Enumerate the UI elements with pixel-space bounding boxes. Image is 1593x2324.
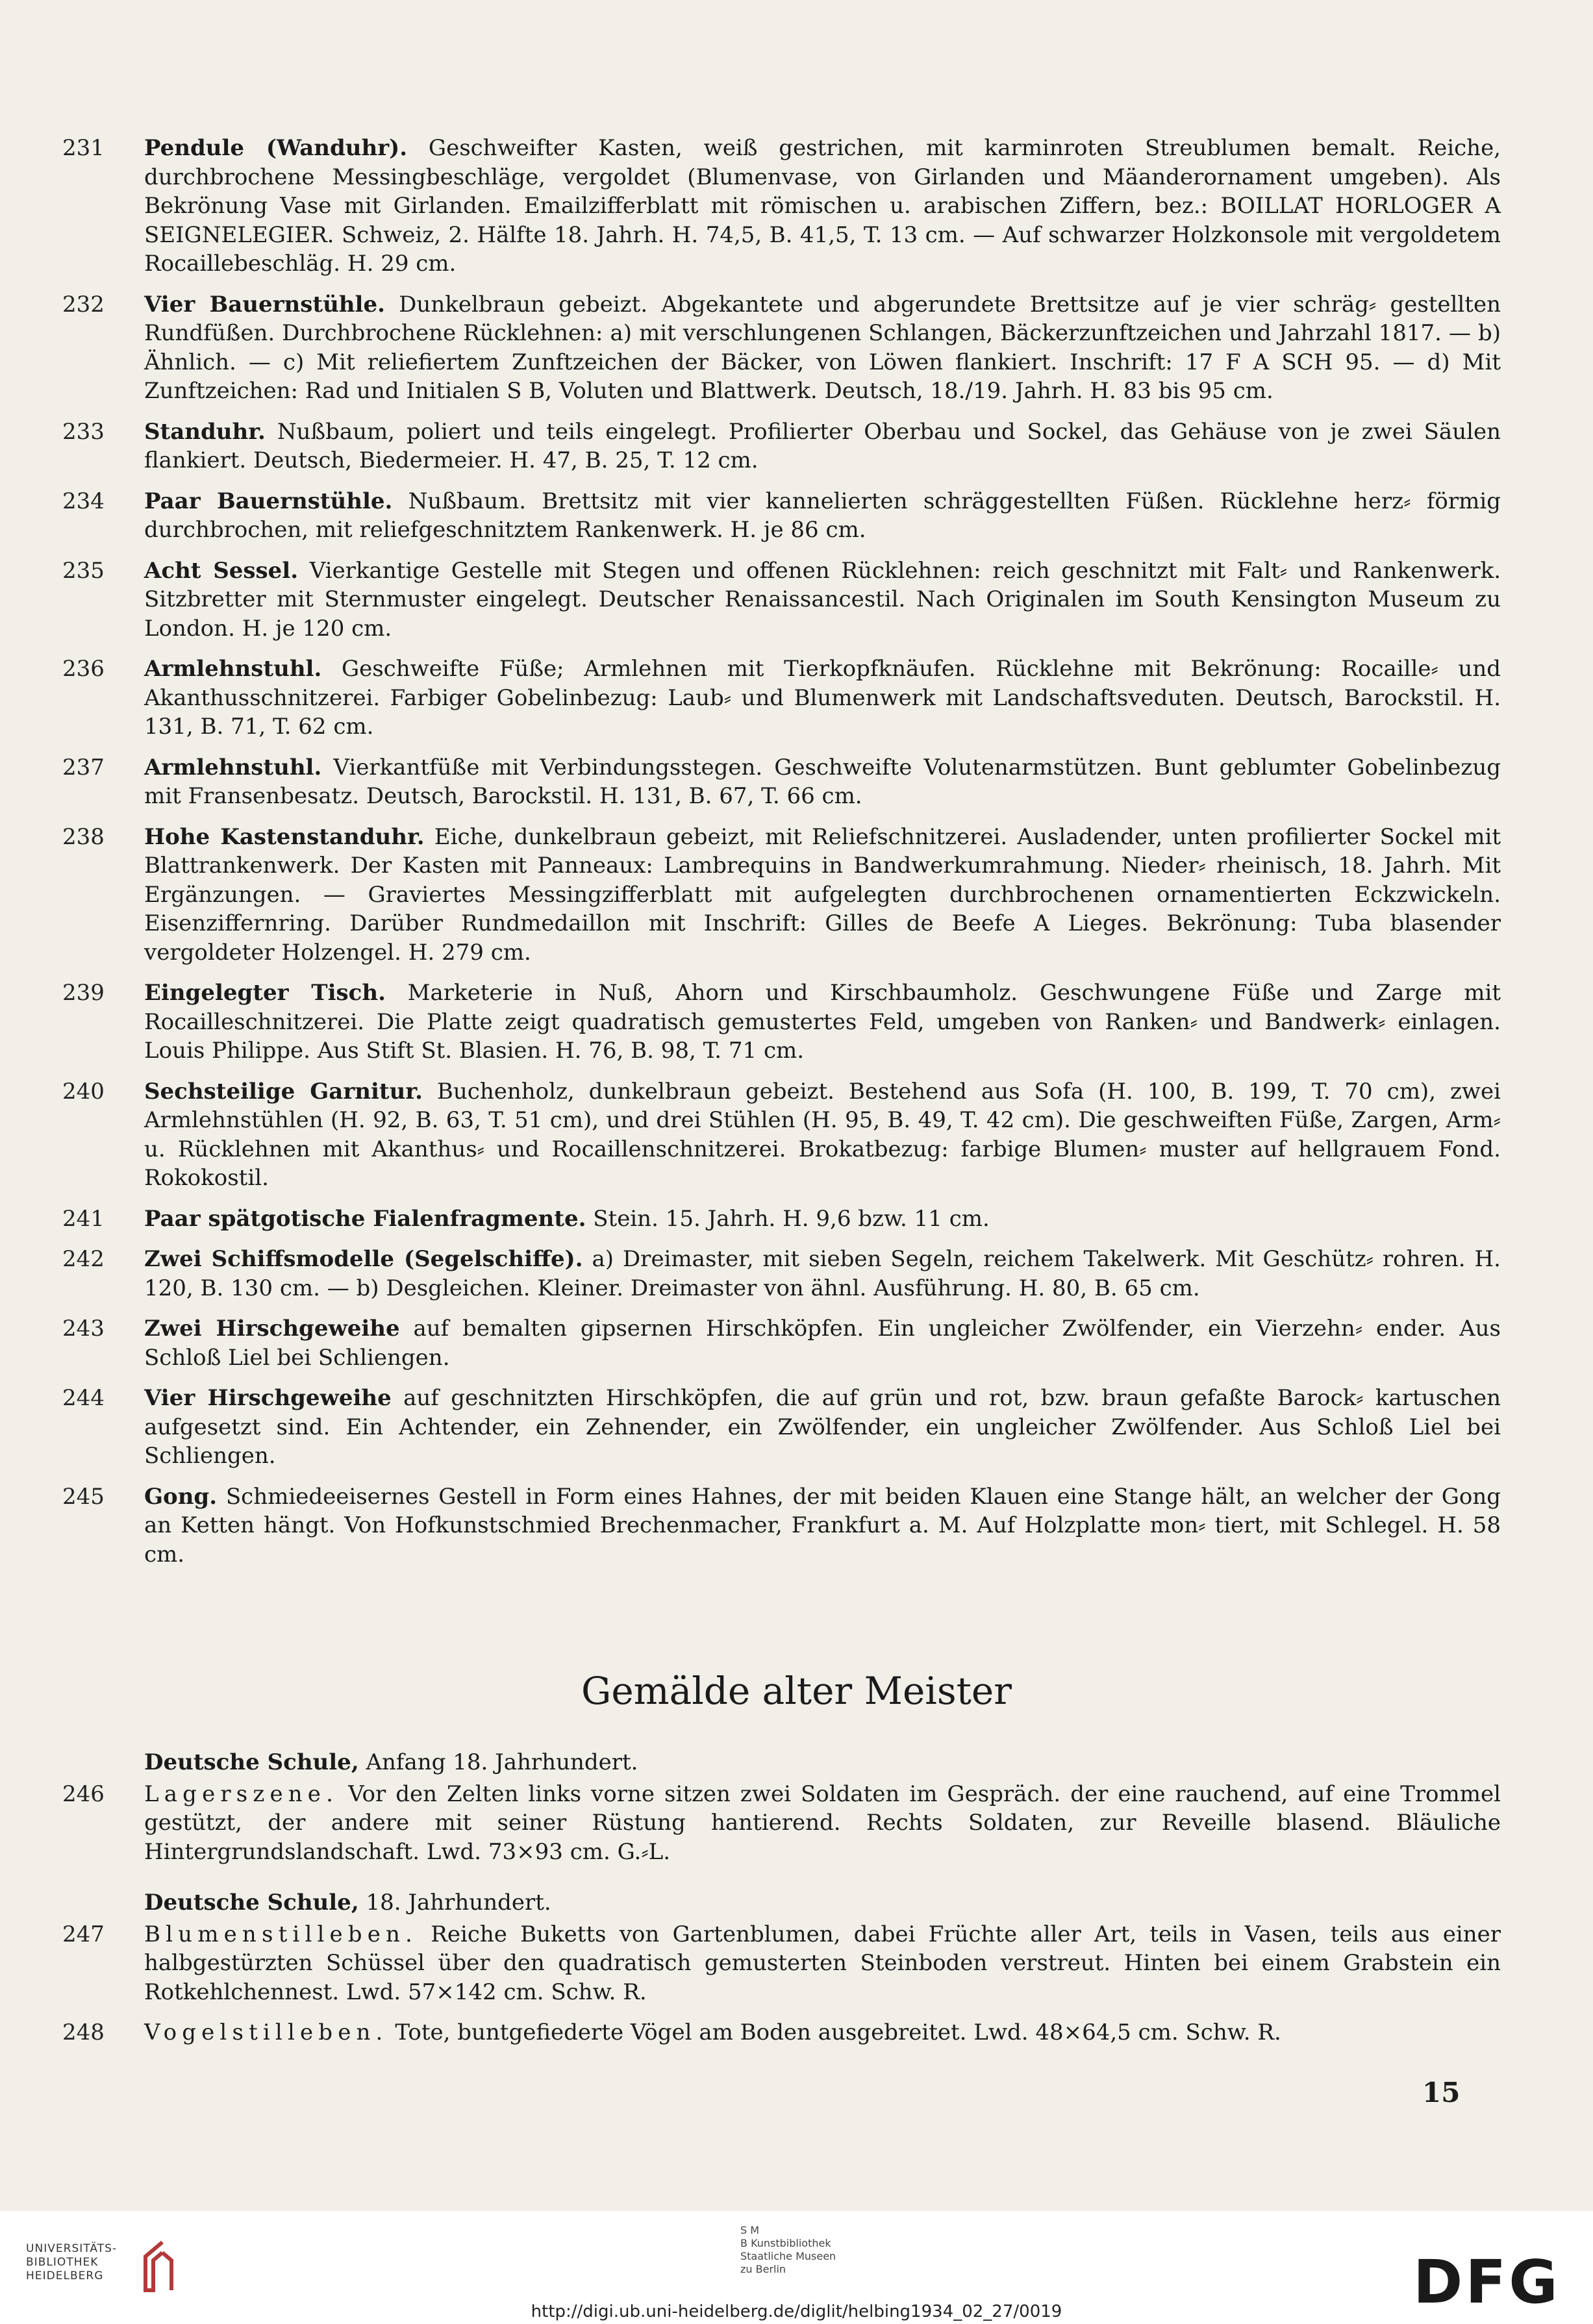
library-logo-icon (136, 2237, 188, 2295)
entry-number: 233 (62, 418, 105, 445)
entry-number: 243 (62, 1316, 105, 1342)
entry-title: Vier Hirschgeweihe (144, 1385, 392, 1411)
library-name (26, 2242, 117, 2283)
entry-description: Eiche, dunkelbraun gebeizt, mit Reliefschnitzerei. Ausladender, unten profilierter Sockel mit Blattrankenwerk. Der Kasten mit Panneaux: Lambrequins in Bandwerkumrahmung. Nieder⸗ rheinisch, 18. Jahrh. Mit Ergänzungen. — Graviertes Messingzifferblatt mit aufgelegten durchbrochenen ornamentierten Eckzwickeln. Eisenziffernring. Darüber Rundmedaillon mit Inschrift: Gilles de Beefe A Lieges. Bekrönung: Tuba blasender vergoldeter Holzengel. H. 279 cm. (144, 823, 1501, 966)
entry-title: Armlehnstuhl. (144, 754, 322, 781)
entry-title: Lagerszene. (144, 1780, 339, 1807)
catalog-entry (62, 1384, 1501, 1471)
library-name-line: HEIDELBERG (26, 2269, 104, 2282)
catalog-entry (62, 823, 1501, 968)
entry-number: 238 (62, 823, 105, 850)
entry-text (144, 2018, 1501, 2047)
catalog-entry (62, 556, 1501, 643)
catalog-entry (62, 1077, 1501, 1193)
entry-number: 236 (62, 656, 105, 682)
catalog-entry (62, 1314, 1501, 1372)
entry-description: Schmiedeeisernes Gestell in Form eines Hahnes, der mit beiden Klauen eine Stange hält, an welcher der Gong an Ketten hängt. Von Hofkunstschmied Brechenmacher, Frankfurt a. M. Auf Holzplatte mon⸗ tiert, mit Schlegel. H. 58 cm. (144, 1483, 1501, 1568)
entry-number: 241 (62, 1205, 105, 1232)
entry-text (144, 1920, 1501, 2007)
museum-credit-line: zu Berlin (740, 2263, 786, 2275)
section-heading: Gemälde alter Meister (581, 1669, 1012, 1713)
entry-number: 245 (62, 1483, 105, 1510)
museum-credit-line: Staatliche Museen (740, 2250, 836, 2262)
entry-title: Paar spätgotische Fialenfragmente. (144, 1205, 586, 1232)
entry-text (144, 823, 1501, 968)
entry-text (144, 556, 1501, 643)
entry-text (144, 655, 1501, 742)
entry-text (144, 979, 1501, 1066)
entry-description: Buchenholz, dunkelbraun gebeizt. Bestehend aus Sofa (H. 100, B. 199, T. 70 cm), zwei Armlehnstühlen (H. 92, B. 63, T. 51 cm), und drei Stühlen (H. 95, B. 49, T. 42 cm). Die geschweiften Füße, Zargen, Arm⸗ u. Rücklehnen mit Akanthus⸗ und Rocaillenschnitzerei. Brokatbezug: farbige Blumen⸗ muster auf hellgrauem Fond. Rokokostil. (144, 1078, 1501, 1191)
school-period: Anfang 18. Jahrhundert. (366, 1749, 638, 1775)
museum-credit (740, 2224, 836, 2276)
entry-title: Acht Sessel. (144, 557, 299, 584)
entry-text (144, 290, 1501, 406)
painting-entry (62, 1780, 1501, 1867)
paintings-list (62, 1748, 1501, 2059)
dfg-logo: DFG (1413, 2247, 1561, 2317)
painting-entry (62, 1920, 1501, 2007)
painting-entry (62, 2018, 1501, 2047)
entry-number: 231 (62, 135, 105, 161)
entry-description: Vierkantige Gestelle mit Stegen und offenen Rücklehnen: reich geschnitzt mit Falt⸗ und Rankenwerk. Sitzbretter mit Sternmuster eingelegt. Deutscher Renaissancestil. Nach Originalen im South Kensington Museum zu London. H. je 120 cm. (144, 557, 1501, 642)
entry-description: auf geschnitzten Hirschköpfen, die auf grün und rot, bzw. braun gefaßte Barock⸗ kartuschen aufgesetzt sind. Ein Achtender, ein Zehnender, ein Zwölfender, ein ungleicher Zwölfender. Aus Schloß Liel bei Schliengen. (144, 1385, 1501, 1469)
museum-credit-line: B Kunstbibliothek (740, 2237, 831, 2249)
entry-number: 244 (62, 1385, 105, 1411)
page-number: 15 (1422, 2077, 1461, 2108)
catalog-entry (62, 487, 1501, 545)
school-heading (144, 1748, 1501, 1777)
library-name-line: UNIVERSITÄTS- (26, 2242, 118, 2255)
museum-credit-line: S M (740, 2224, 760, 2236)
entry-title: Blumenstilleben. (144, 1921, 418, 1947)
entry-description: Stein. 15. Jahrh. H. 9,6 bzw. 11 cm. (593, 1205, 990, 1232)
entry-text (144, 418, 1501, 475)
school-name: Deutsche Schule, (144, 1890, 359, 1916)
entry-title: Gong. (144, 1483, 218, 1510)
entry-number: 232 (62, 291, 105, 318)
entry-title: Eingelegter Tisch. (144, 980, 386, 1006)
catalog-entry (62, 753, 1501, 811)
entry-text (144, 1077, 1501, 1193)
entry-number: 240 (62, 1078, 105, 1105)
entry-text (144, 1205, 1501, 1234)
catalog-entry (62, 290, 1501, 406)
entry-title: Sechsteilige Garnitur. (144, 1078, 423, 1105)
school-period: 18. Jahrhundert. (366, 1890, 551, 1916)
catalog-list (62, 134, 1501, 1581)
entry-number: 242 (62, 1246, 105, 1272)
catalog-entry (62, 1482, 1501, 1569)
catalog-entry (62, 1245, 1501, 1303)
entry-title: Pendule (Wanduhr). (144, 135, 408, 161)
catalog-entry (62, 979, 1501, 1066)
entry-description: Vierkantfüße mit Verbindungsstegen. Geschweifte Volutenarmstützen. Bunt geblumter Gobelinbezug mit Fransenbesatz. Deutsch, Barockstil. H. 131, B. 67, T. 66 cm. (144, 754, 1501, 809)
entry-description: Nußbaum. Brettsitz mit vier kannelierten schräggestellten Füßen. Rücklehne herz⸗ förmig durchbrochen, mit reliefgeschnitztem Rankenwerk. H. je 86 cm. (144, 488, 1501, 543)
entry-title: Vier Bauernstühle. (144, 291, 385, 318)
entry-description: Dunkelbraun gebeizt. Abgekantete und abgerundete Brettsitze auf je vier schräg⸗ gestellten Rundfüßen. Durchbrochene Rücklehnen: a) mit verschlungenen Schlangen, Bäckerzunftzeichen und Jahrzahl 1817. — b) Ähnlich. — c) Mit reliefiertem Zunftzeichen der Bäcker, von Löwen flankiert. Inschrift: 17 F A SCH 95. — d) Mit Zunftzeichen: Rad und Initialen S B, Voluten und Blattwerk. Deutsch, 18./19. Jahrh. H. 83 bis 95 cm. (144, 291, 1501, 404)
entry-description: Geschweifter Kasten, weiß gestrichen, mit karminroten Streublumen bemalt. Reiche, durchbrochene Messingbeschläge, vergoldet (Blumenvase, von Girlanden und Mäanderornament umgeben). Als Bekrönung Vase mit Girlanden. Emailzifferblatt mit römischen u. arabischen Ziffern, bez.: BOILLAT HORLOGER A SEIGNELEGIER. Schweiz, 2. Hälfte 18. Jahrh. H. 74,5, B. 41,5, T. 13 cm. — Auf schwarzer Holzkonsole mit vergoldetem Rocaillebeschläg. H. 29 cm. (144, 135, 1501, 277)
entry-number: 247 (62, 1921, 105, 1947)
entry-description: Nußbaum, poliert und teils eingelegt. Profilierter Oberbau und Sockel, das Gehäuse von je zwei Säulen flankiert. Deutsch, Biedermeier. H. 47, B. 25, T. 12 cm. (144, 418, 1501, 473)
catalog-entry (62, 1205, 1501, 1234)
entry-description: Tote, buntgefiederte Vögel am Boden ausgebreitet. Lwd. 48×64,5 cm. Schw. R. (395, 2019, 1281, 2045)
library-name-line: BIBLIOTHEK (26, 2256, 99, 2269)
entry-title: Armlehnstuhl. (144, 656, 322, 682)
catalog-entry (62, 418, 1501, 475)
school-heading (144, 1888, 1501, 1918)
entry-title: Zwei Schiffsmodelle (Segelschiffe). (144, 1246, 583, 1272)
permalink[interactable]: http://digi.ub.uni-heidelberg.de/diglit/helbing1934_02_27/0019 (531, 2302, 1062, 2321)
entry-text (144, 1245, 1501, 1303)
entry-number: 248 (62, 2019, 105, 2045)
entry-number: 237 (62, 754, 105, 781)
entry-text (144, 1384, 1501, 1471)
entry-text (144, 753, 1501, 811)
viewer-footer (0, 2211, 1593, 2324)
entry-title: Paar Bauernstühle. (144, 488, 393, 514)
entry-text (144, 487, 1501, 545)
entry-number: 239 (62, 980, 105, 1006)
entry-number: 235 (62, 557, 105, 584)
entry-description: Vor den Zelten links vorne sitzen zwei Soldaten im Gespräch. der eine rauchend, auf eine Trommel gestützt, der andere mit seiner Rüstung hantierend. Rechts Soldaten, zur Reveille blasend. Bläuliche Hintergrundslandschaft. Lwd. 73×93 cm. G.⸗L. (144, 1780, 1501, 1865)
school-name: Deutsche Schule, (144, 1749, 359, 1775)
entry-text (144, 1482, 1501, 1569)
catalog-entry (62, 134, 1501, 279)
entry-text (144, 134, 1501, 279)
entry-title: Vogelstilleben. (144, 2019, 388, 2045)
catalog-entry (62, 655, 1501, 742)
entry-title: Zwei Hirschgeweihe (144, 1316, 400, 1342)
entry-description: Geschweifte Füße; Armlehnen mit Tierkopfknäufen. Rücklehne mit Bekrönung: Rocaille⸗ und Akanthusschnitzerei. Farbiger Gobelinbezug: Laub⸗ und Blumenwerk mit Landschaftsveduten. Deutsch, Barockstil. H. 131, B. 71, T. 62 cm. (144, 656, 1501, 740)
entry-description: Reiche Buketts von Gartenblumen, dabei Früchte aller Art, teils in Vasen, teils aus einer halbgestürzten Schüssel über den quadratisch gemusterten Steinboden verstreut. Hinten bei einem Grabstein ein Rotkehlchennest. Lwd. 57×142 cm. Schw. R. (144, 1921, 1501, 2005)
entry-description: a) Dreimaster, mit sieben Segeln, reichem Takelwerk. Mit Geschütz⸗ rohren. H. 120, B. 130 cm. — b) Desgleichen. Kleiner. Dreimaster von ähnl. Ausführung. H. 80, B. 65 cm. (144, 1246, 1501, 1301)
entry-description: auf bemalten gipsernen Hirschköpfen. Ein ungleicher Zwölfender, ein Vierzehn⸗ ender. Aus Schloß Liel bei Schliengen. (144, 1316, 1501, 1371)
entry-text (144, 1780, 1501, 1867)
entry-number: 234 (62, 488, 105, 514)
entry-text (144, 1314, 1501, 1372)
entry-title: Hohe Kastenstanduhr. (144, 823, 425, 850)
entry-title: Standuhr. (144, 418, 266, 445)
entry-description: Marketerie in Nuß, Ahorn und Kirschbaumholz. Geschwungene Füße und Zarge mit Rocailleschnitzerei. Die Platte zeigt quadratisch gemustertes Feld, umgeben von Ranken⸗ und Bandwerk⸗ einlagen. Louis Philippe. Aus Stift St. Blasien. H. 76, B. 98, T. 71 cm. (144, 980, 1501, 1064)
entry-number: 246 (62, 1780, 105, 1807)
